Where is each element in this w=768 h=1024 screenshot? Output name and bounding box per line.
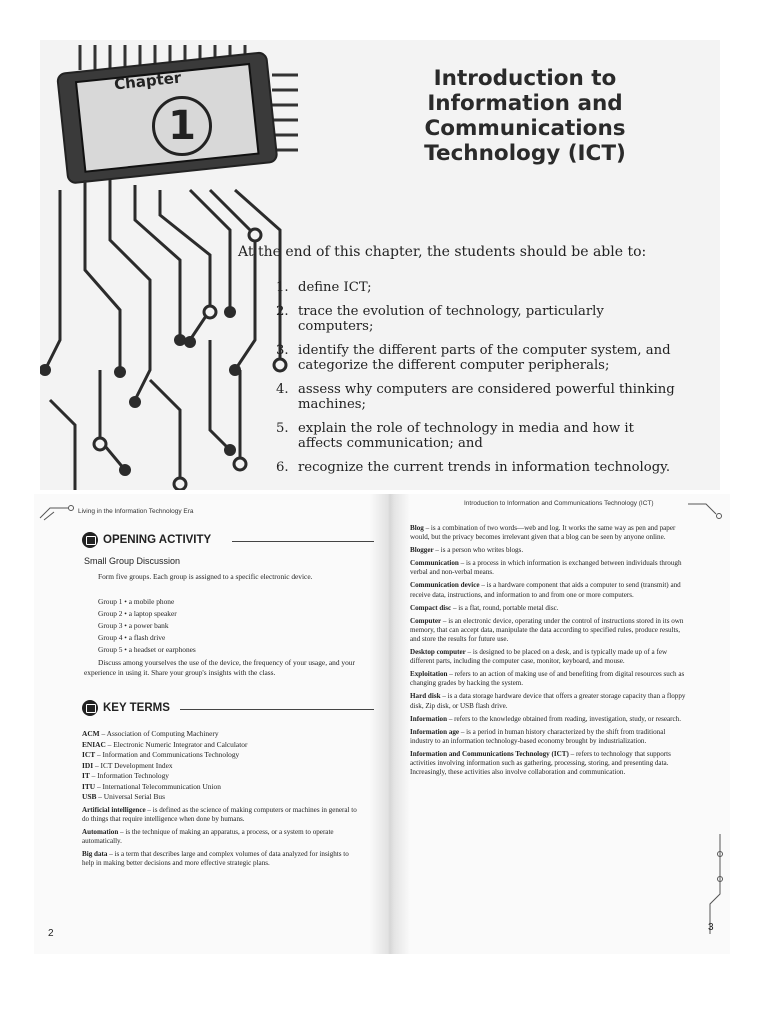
abbreviation-item: ENIAC – Electronic Numeric Integrator and Calculator xyxy=(82,739,248,749)
opening-activity-label: OPENING ACTIVITY xyxy=(103,534,212,546)
term-definition: Information and Communications Technology xyxy=(102,750,240,759)
term: Compact disc xyxy=(410,603,452,612)
term: Information age xyxy=(410,727,460,736)
term: Automation xyxy=(82,828,119,837)
definition-item: Big data – is a term that describes large and complex volumes of data analyzed for insights to help in making better decisions and more effective strategic plans. xyxy=(82,850,349,868)
objective-text: explain the role of technology in media and how it affects communication; and xyxy=(298,420,634,451)
term: Hard disk xyxy=(410,692,441,701)
objective-item xyxy=(276,343,676,374)
objective-number: 2. xyxy=(276,303,289,319)
circuit-ornament-icon xyxy=(706,834,728,934)
objective-text: recognize the current trends in information technology. xyxy=(298,459,671,475)
activity-discussion: Discuss among yourselves the use of the device, the frequency of your usage, and your experience in using it. Share your group's insights with the class. xyxy=(84,658,355,678)
chapter-badge-word: Chapter xyxy=(113,68,183,94)
heading-rule xyxy=(180,709,374,710)
term-definition: Information Technology xyxy=(97,771,170,780)
definition-item: Automation – is the technique of making an apparatus, a process, or a system to operate automatically. xyxy=(82,828,334,846)
objective-text: trace the evolution of technology, particularly computers; xyxy=(298,303,604,334)
abbreviation-item: ACM – Association of Computing Machinery xyxy=(82,729,219,738)
term-definition: is a data storage hardware device that offers a greater storage capacity than a floppy disk, Zip disk, or USB flash drive. xyxy=(410,692,686,710)
objective-number: 3. xyxy=(276,342,289,358)
objective-number: 5. xyxy=(276,420,289,436)
term: ITU xyxy=(82,781,96,791)
abbreviation-list xyxy=(82,729,364,803)
abbreviation-item: IT – Information Technology xyxy=(82,771,170,780)
term: Information xyxy=(410,714,448,723)
objective-text: identify the different parts of the computer system, and categorize the different computer peripherals; xyxy=(298,342,671,373)
objective-number: 6. xyxy=(276,459,289,475)
term-definition: is the technique of making an apparatus, a process, or a system to operate automatically. xyxy=(82,828,334,846)
book-gutter xyxy=(370,494,410,954)
term-definition: Universal Serial Bus xyxy=(103,792,165,801)
term: ACM xyxy=(82,729,100,738)
key-terms-heading xyxy=(82,700,170,716)
activity-subheading: Small Group Discussion xyxy=(84,556,181,566)
term: Blogger xyxy=(410,546,434,555)
group-item: Group 3 • a power bank xyxy=(98,621,169,630)
term-definition: is an electronic device, operating under the control of instructions stored in its own memory, that can accept data, manipulate the data according to specified rules, produce results, and store the results for future use. xyxy=(410,616,684,643)
term: Exploitation xyxy=(410,670,448,679)
term-definition: is a person who writes blogs. xyxy=(440,546,524,555)
term-definition: is a period in human history characterized by the shift from traditional industry to an information technology-based economy brought by industrialization. xyxy=(410,727,666,745)
abbreviation-item: IDI – ICT Development Index xyxy=(82,760,173,770)
term-definition: International Telecommunication Union xyxy=(102,781,221,791)
term: Desktop computer xyxy=(410,648,466,657)
group-item: Group 4 • a flash drive xyxy=(98,633,166,642)
definition-item: Communication device – is a hardware component that aids a computer to send (transmit) and receive data, instructions, and information to and from one or more computers. xyxy=(410,581,681,599)
circuit-ornament-icon xyxy=(686,496,726,520)
term-definition: refers to an action of making use of and benefiting from digital resources such as changing grades by hacking the system. xyxy=(410,670,685,688)
term-definition: is a combination of two words—web and log. It works the same way as pen and paper would, but the privacy becomes irrelevant given that a blog can be seen by anyone online. xyxy=(410,524,676,542)
heading-rule xyxy=(232,541,374,542)
term-definition: is designed to be placed on a desk, and is typically made up of a few different parts, including the computer case, monitor, keyboard, and mouse. xyxy=(410,648,668,666)
chapter-opener-page xyxy=(40,40,720,490)
activity-intro: Form five groups. Each group is assigned to a specific electronic device. xyxy=(98,572,313,581)
term-definition: is a term that describes large and complex volumes of data analyzed for insights to help in making better decisions and more effective strategic plans. xyxy=(82,850,349,868)
term-definition: Electronic Numeric Integrator and Calculator xyxy=(113,739,248,749)
term-definition: is defined as the science of making computers or machines in general to do things that require intelligence when done by humans. xyxy=(82,806,357,824)
term: IT xyxy=(82,771,90,780)
abbreviation-item: ITU – International Telecommunication Union xyxy=(82,781,221,791)
left-definitions xyxy=(82,806,362,873)
objectives-list xyxy=(276,280,676,483)
objective-text: assess why computers are considered powerful thinking machines; xyxy=(298,381,675,412)
abbreviation-item: USB – Universal Serial Bus xyxy=(82,792,165,801)
objective-item xyxy=(276,460,676,476)
term-definition: is a hardware component that aids a computer to send (transmit) and receive data, instructions, and information to and from one or more computers. xyxy=(410,581,681,599)
term-definition: refers to the knowledge obtained from reading, investigation, study, or research. xyxy=(454,714,682,723)
definition-item: Information age – is a period in human history characterized by the shift from traditional industry to an information technology-based economy brought by industrialization. xyxy=(410,727,666,745)
chapter-title xyxy=(340,66,710,166)
abbreviation-item: ICT – Information and Communications Technology xyxy=(82,750,240,759)
term-definition: refers to technology that supports activities involving information such as gathering, processing, storing, and presenting data. Increasingly, these activities also involve collaboration and communication. xyxy=(410,749,671,777)
term: Big data xyxy=(82,850,108,859)
left-page-number: 2 xyxy=(48,928,54,939)
term: Computer xyxy=(410,616,442,625)
key-terms-label: KEY TERMS xyxy=(103,702,170,714)
definition-item: Exploitation – refers to an action of making use of and benefiting from digital resources such as changing grades by hacking the system. xyxy=(410,670,685,688)
definition-item: Blog – is a combination of two words—web and log. It works the same way as pen and paper would, but the privacy becomes irrelevant given that a blog can be seen by anyone online. xyxy=(410,524,676,542)
objective-item xyxy=(276,304,676,335)
objective-number: 1. xyxy=(276,280,289,295)
objective-number: 4. xyxy=(276,381,289,397)
group-item: Group 2 • a laptop speaker xyxy=(98,609,177,618)
definition-item: Computer – is an electronic device, operating under the control of instructions stored in its own memory, that can accept data, manipulate the data according to specified rules, produce results, and store the results for future use. xyxy=(410,616,684,643)
right-page-number: 3 xyxy=(708,922,714,933)
right-running-head: Introduction to Information and Communications Technology (ICT) xyxy=(464,500,654,507)
chapter-title-line: Technology (ICT) xyxy=(424,141,626,166)
term: Artificial intelligence xyxy=(82,806,146,814)
objective-item xyxy=(276,280,676,296)
group-item: Group 5 • a headset or earphones xyxy=(98,645,196,654)
key-terms-icon xyxy=(82,700,98,716)
term: Communication device xyxy=(410,581,480,590)
objective-item xyxy=(276,382,676,413)
definition-item: Artificial intelligence – is defined as the science of making computers or machines in general to do things that require intelligence when done by humans. xyxy=(82,806,357,824)
textbook-spread xyxy=(34,494,730,954)
activity-icon xyxy=(82,532,98,548)
definition-item: Desktop computer – is designed to be placed on a desk, and is typically made up of a few different parts, including the computer case, monitor, keyboard, and mouse. xyxy=(410,648,668,666)
chapter-title-line: Communications xyxy=(424,116,626,141)
term: USB xyxy=(82,792,97,801)
term: IDI xyxy=(82,760,94,770)
term: ENIAC xyxy=(82,739,106,749)
term-definition: is a process in which information is exchanged between individuals through verbal and non-verbal means. xyxy=(410,559,682,577)
objectives-intro: At the end of this chapter, the students should be able to: xyxy=(238,244,647,260)
opening-activity-heading xyxy=(82,532,211,548)
term-definition: is a flat, round, portable metal disc. xyxy=(458,603,559,612)
definition-item: Information and Communications Technology (ICT) – refers to technology that supports activities involving information such as gathering, processing, storing, and presenting data. Increasingly, these activities also involve collaboration and communication. xyxy=(410,749,671,777)
definition-item: Communication – is a process in which information is exchanged between individuals through verbal and non-verbal means. xyxy=(410,559,682,577)
definition-item: Hard disk – is a data storage hardware device that offers a greater storage capacity than a floppy disk, Zip disk, or USB flash drive. xyxy=(410,692,686,710)
term: Communication xyxy=(410,559,459,568)
term: ICT xyxy=(82,750,96,759)
objective-item xyxy=(276,421,676,452)
chapter-badge-number: 1 xyxy=(152,96,212,156)
right-definitions xyxy=(410,524,688,781)
chapter-title-line: Introduction to xyxy=(433,66,617,91)
term: Blog xyxy=(410,524,424,532)
chapter-title-line: Information and xyxy=(427,91,623,116)
term: Information and Communications Technology (ICT) xyxy=(410,749,569,758)
objective-text: define ICT; xyxy=(298,280,372,295)
left-running-head: Living in the Information Technology Era xyxy=(78,508,194,515)
circuit-ornament-icon xyxy=(38,498,78,522)
term-definition: Association of Computing Machinery xyxy=(106,729,219,738)
definition-item: Information – refers to the knowledge obtained from reading, investigation, study, or research. xyxy=(410,714,682,723)
definition-item: Blogger – is a person who writes blogs. xyxy=(410,546,524,555)
term-definition: ICT Development Index xyxy=(100,760,173,770)
definition-item: Compact disc – is a flat, round, portable metal disc. xyxy=(410,603,559,612)
group-item: Group 1 • a mobile phone xyxy=(98,597,175,606)
